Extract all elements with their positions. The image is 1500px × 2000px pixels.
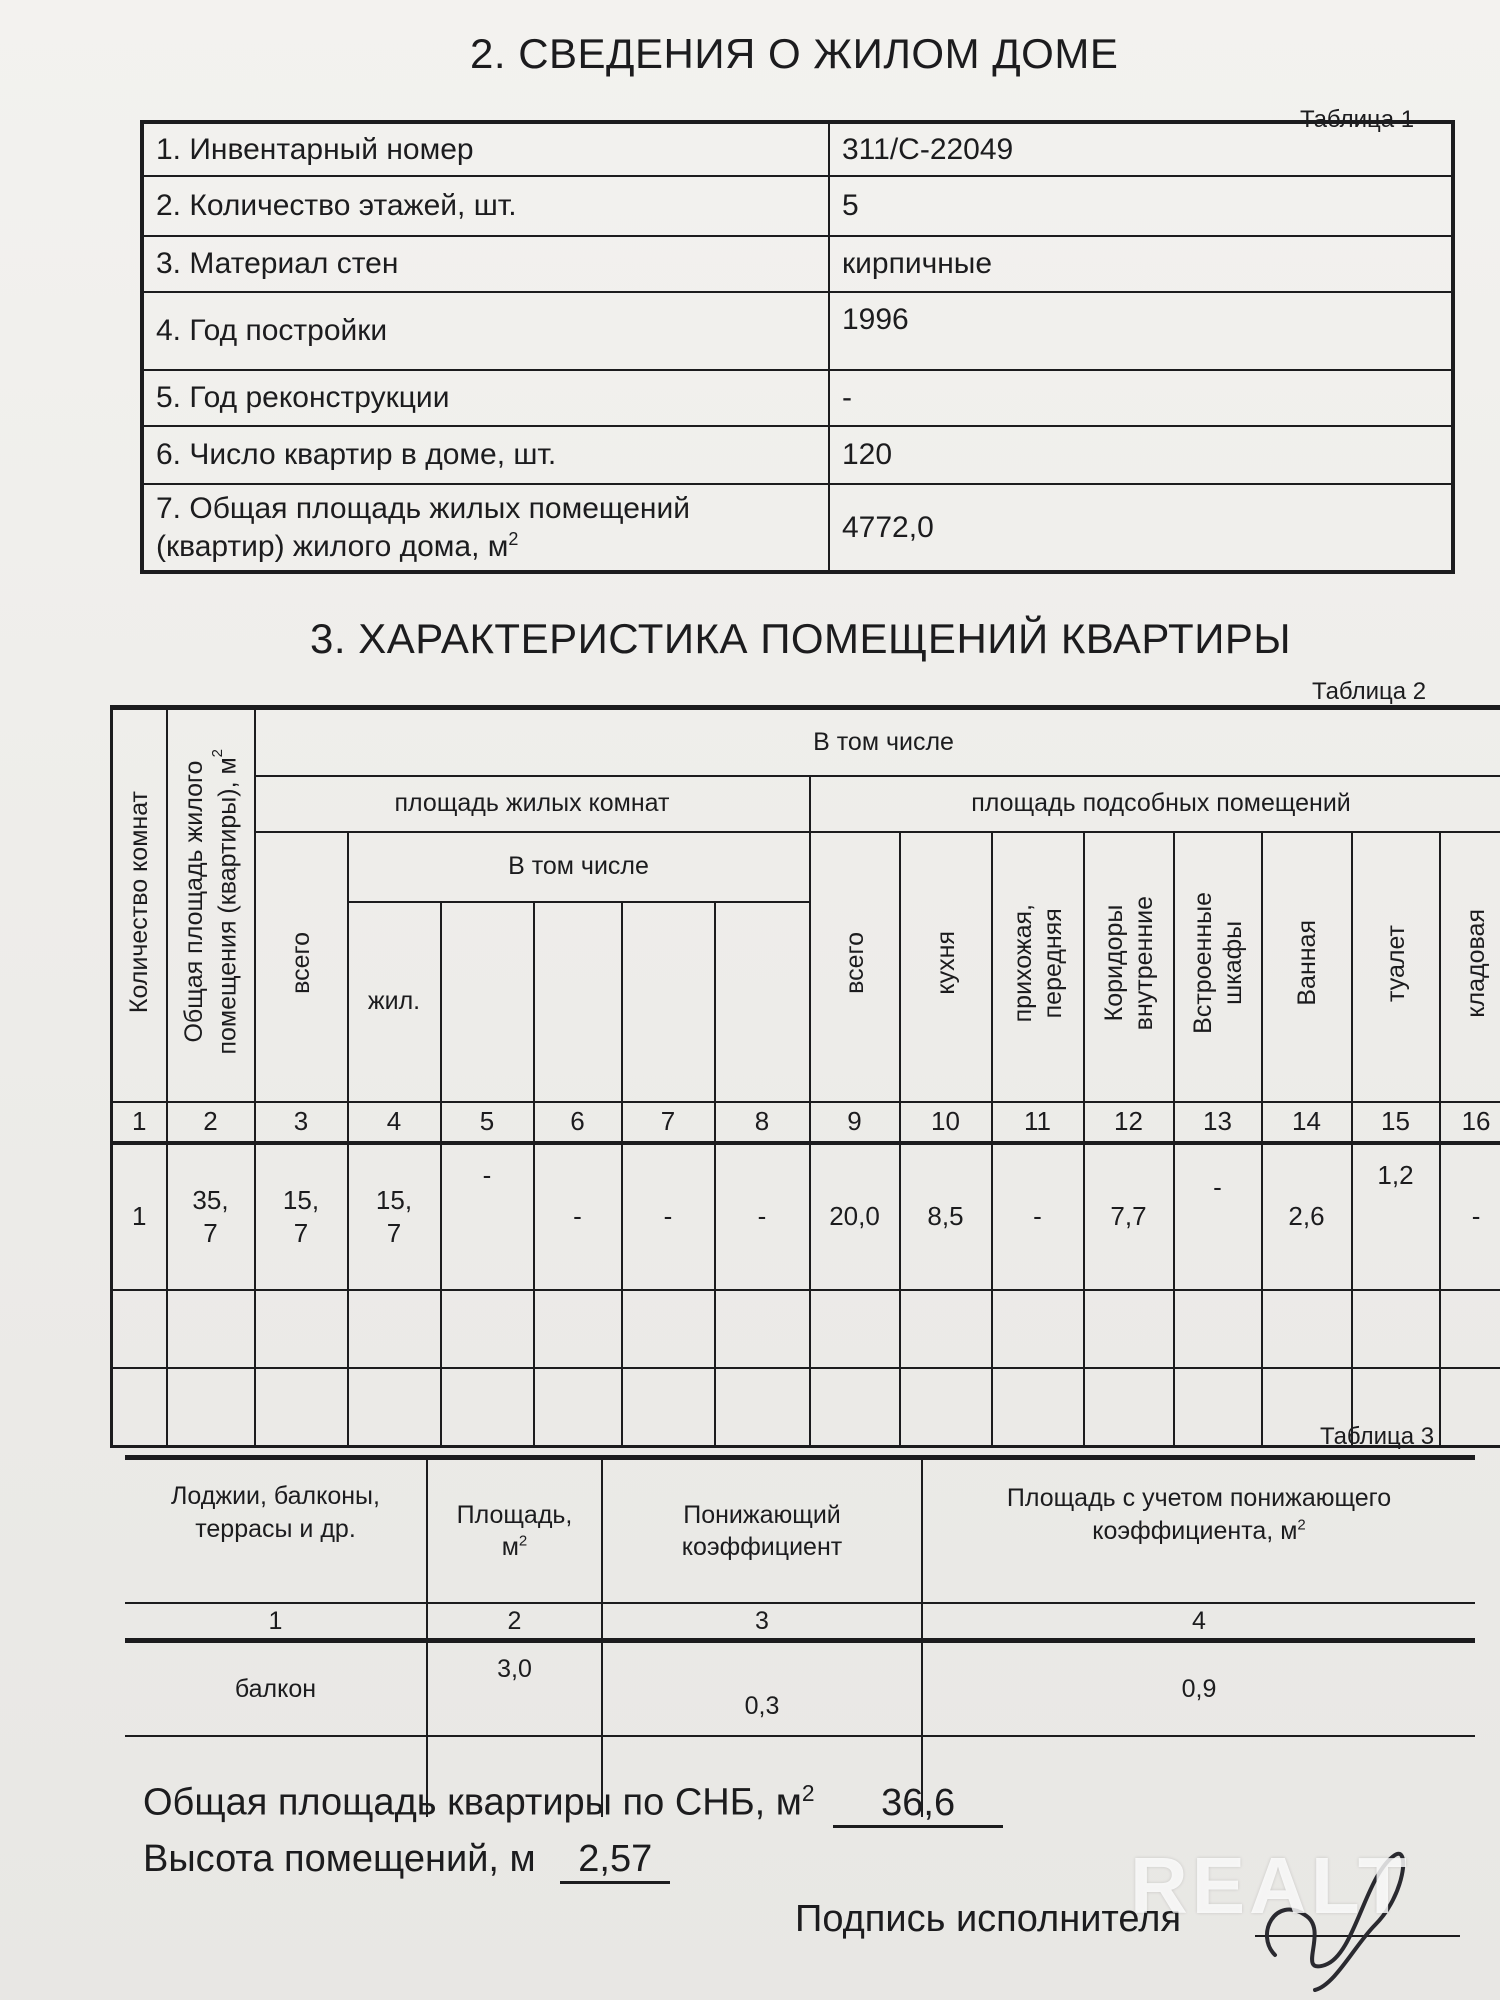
col-num: 11 [992,1102,1084,1143]
total-area-label: Общая площадь квартиры по СНБ, м [143,1781,802,1824]
header-including: В том числе [255,708,1500,776]
col-num: 2 [427,1603,602,1641]
row-label: 3. Материал стен [142,236,829,292]
cell-bathroom: 2,6 [1262,1143,1352,1290]
column-numbers-row [112,1102,1500,1143]
header-rooms-count: Количество комнат [112,708,167,1102]
cell-living-total: 15, 7 [255,1143,348,1290]
header-blank [622,902,715,1102]
apartment-rooms-table [110,705,1500,1448]
column-numbers-row [125,1603,1475,1641]
table-row [142,176,1453,236]
col-num: 12 [1084,1102,1174,1143]
label-line-1: 7. Общая площадь жилых помещений [156,492,691,525]
ceiling-height-line [143,1838,670,1884]
cell-aux-total: 20,0 [810,1143,900,1290]
cell-total-area: 35, 7 [167,1143,255,1290]
col-num: 7 [622,1102,715,1143]
col-num: 4 [922,1603,1475,1641]
balconies-table [125,1455,1475,1817]
table-row [142,484,1453,572]
header-total-area: Общая площадь жилого помещения (квартиры), $м^2$ [167,708,255,1102]
header-toilet: туалет [1352,832,1440,1102]
section-2-title: 2. СВЕДЕНИЯ О ЖИЛОМ ДОМЕ [470,30,1119,77]
table-2-label: Таблица 2 [1312,678,1427,705]
col-num: 1 [112,1102,167,1143]
house-info-table [140,120,1455,574]
cell-hallway: - [992,1143,1084,1290]
row-label [142,484,829,572]
cell-storage: - [1440,1143,1500,1290]
row-label: 5. Год реконструкции [142,370,829,426]
header-living-total: всего [255,832,348,1102]
header-closets: Встроенные шкафы [1174,832,1262,1102]
col-num: 10 [900,1102,992,1143]
table-row [112,1368,1500,1447]
cell-type: балкон [125,1641,427,1737]
cell-rooms: 1 [112,1143,167,1290]
cell-closets: - [1174,1143,1262,1290]
row-label: 4. Год постройки [142,292,829,370]
row-value: 120 [829,426,1453,484]
table-1-label: Таблица 1 [1300,106,1415,133]
cell-coefficient: 0,3 [602,1641,922,1737]
col-num: 16 [1440,1102,1500,1143]
header-bathroom: Ванная [1262,832,1352,1102]
header-adjusted-area: Площадь с учетом понижающего коэффициента, $м^2$ [922,1458,1475,1604]
row-label: 1. Инвентарный номер [142,122,829,176]
col-num: 14 [1262,1102,1352,1143]
row-value: 1996 [829,292,1453,370]
col-num: 3 [255,1102,348,1143]
table-row [112,1290,1500,1368]
row-value: 311/С-22049 [829,122,1453,176]
col-num: 5 [441,1102,534,1143]
section-3-title: 3. ХАРАКТЕРИСТИКА ПОМЕЩЕНИЙ КВАРТИРЫ [310,615,1292,662]
cell-c7: - [622,1143,715,1290]
table-row [142,426,1453,484]
cell-c5: - [441,1143,534,1290]
unit-superscript: 2 [508,528,519,549]
col-num: 1 [125,1603,427,1641]
header-blank [441,902,534,1102]
total-area-line [143,1780,1003,1828]
col-num: 2 [167,1102,255,1143]
header-living-area: площадь жилых комнат [255,776,810,832]
col-num: 13 [1174,1102,1262,1143]
cell-c6: - [534,1143,622,1290]
header-blank [534,902,622,1102]
col-num: 6 [534,1102,622,1143]
col-num: 3 [602,1603,922,1641]
header-area: Площадь, $м^2$ [427,1458,602,1604]
signature-label: Подпись исполнителя [795,1898,1182,1940]
table-row [142,122,1453,176]
header-aux-area: площадь подсобных помещений [810,776,1500,832]
col-num: 4 [348,1102,441,1143]
cell-kitchen: 8,5 [900,1143,992,1290]
cell-toilet: 1,2 [1352,1143,1440,1290]
header-storage: кладовая [1440,832,1500,1102]
col-num: 9 [810,1102,900,1143]
cell-corridors: 7,7 [1084,1143,1174,1290]
col-num: 8 [715,1102,810,1143]
row-value: кирпичные [829,236,1453,292]
header-balconies: Лоджии, балконы, террасы и др. [125,1458,427,1604]
col-num: 15 [1352,1102,1440,1143]
header-hallway: прихожая, передняя [992,832,1084,1102]
cell-zhil: 15, 7 [348,1143,441,1290]
header-coefficient: Понижающий коэффициент [602,1458,922,1604]
header-blank [715,902,810,1102]
row-label: 2. Количество этажей, шт. [142,176,829,236]
cell-adjusted-area: 0,9 [922,1641,1475,1737]
row-value: - [829,370,1453,426]
ceiling-height-value: 2,57 [560,1838,670,1884]
row-value: 5 [829,176,1453,236]
header-aux-total: всего [810,832,900,1102]
cell-c8: - [715,1143,810,1290]
table-row [142,236,1453,292]
table-3-label: Таблица 3 [1320,1423,1435,1450]
watermark-logo: REALT [1130,1841,1411,1930]
total-area-value: 36,6 [833,1782,1003,1828]
header-living-including: В том числе [348,832,810,902]
header-corridors: Коридоры внутренние [1084,832,1174,1102]
header-kitchen: кухня [900,832,992,1102]
row-label: 6. Число квартир в доме, шт. [142,426,829,484]
table-row [125,1641,1475,1737]
row-value: 4772,0 [829,484,1453,572]
table-row [142,370,1453,426]
cell-area: 3,0 [427,1641,602,1737]
table-row [142,292,1453,370]
header-zhil: жил. [348,902,441,1102]
unit-superscript: 2 [801,1780,815,1806]
ceiling-height-label: Высота помещений, м [143,1838,536,1880]
table-row [112,1143,1500,1290]
label-line-2: (квартир) жилого дома, м [156,529,509,563]
